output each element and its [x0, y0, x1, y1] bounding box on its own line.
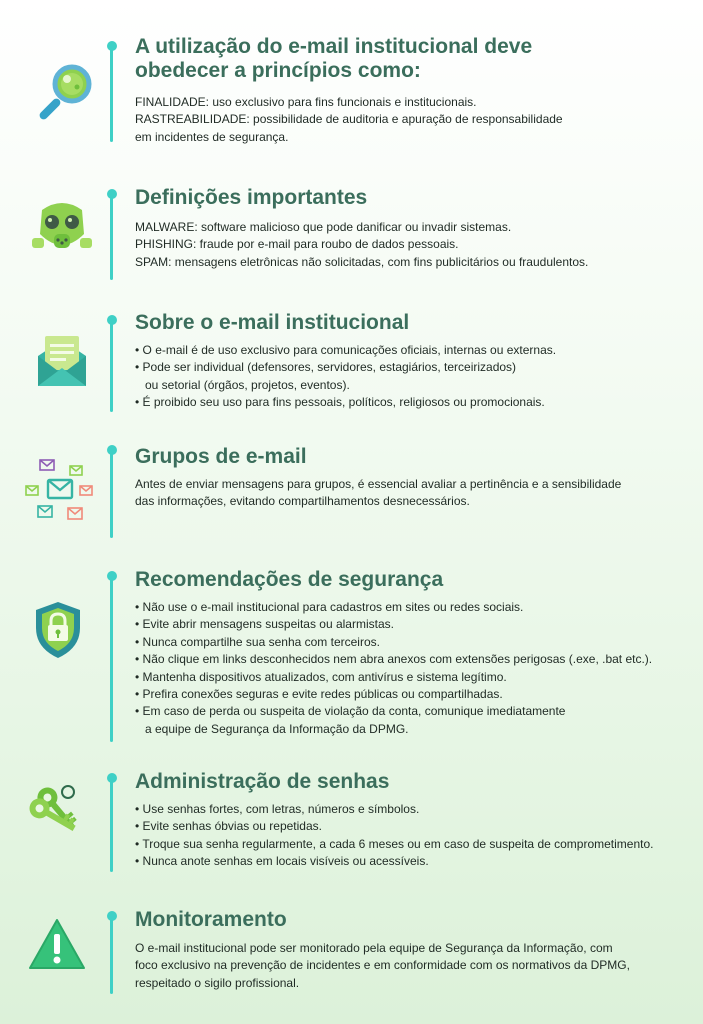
open-envelope-icon	[36, 334, 88, 388]
section-accent-bar	[110, 776, 113, 872]
body-line: PHISHING: fraude por e-mail para roubo de dados pessoais.	[135, 237, 459, 252]
body-line: • Troque sua senha regularmente, a cada 6 meses ou em caso de suspeita de comprometimento.	[135, 836, 654, 851]
body-line: a equipe de Segurança da Informação da DPMG.	[135, 721, 409, 736]
section-title: Grupos de e-mail	[135, 445, 307, 468]
keys-icon	[24, 784, 82, 846]
body-line: • Não use o e-mail institucional para cadastros em sites ou redes sociais.	[135, 600, 524, 614]
warning-triangle-icon	[28, 918, 86, 970]
gas-mask-icon	[30, 200, 94, 258]
body-line: • O e-mail é de uso exclusivo para comunicações oficiais, internas ou externas.	[135, 343, 557, 357]
body-line: • Nunca compartilhe sua senha com terceiros.	[135, 634, 380, 649]
title-line: A utilização do e-mail institucional deve	[135, 35, 533, 58]
body-line: • Pode ser individual (defensores, servidores, estagiários, terceirizados)	[135, 360, 517, 375]
body-line: • Use senhas fortes, com letras, números e símbolos.	[135, 802, 420, 816]
body-line: Antes de enviar mensagens para grupos, é essencial avaliar a pertinência e a sensibilidade	[135, 477, 622, 491]
section-accent-bar	[110, 574, 113, 742]
body-line: MALWARE: software malicioso que pode danificar ou invadir sistemas.	[135, 220, 512, 234]
body-line: • Em caso de perda ou suspeita de violação da conta, comunique imediatamente	[135, 704, 566, 719]
body-line: • Não clique em links desconhecidos nem abra anexos com extensões perigosas (.exe, .bat etc.).	[135, 652, 653, 667]
section-body	[135, 801, 685, 871]
body-line: ou setorial (órgãos, projetos, eventos).	[135, 377, 350, 392]
section-accent-bar	[110, 318, 113, 412]
magnifier-icon	[34, 62, 96, 126]
body-line: • Mantenha dispositivos atualizados, com antivírus e sistema legítimo.	[135, 669, 507, 684]
section-title: Sobre o e-mail institucional	[135, 311, 410, 334]
section-title: Definições importantes	[135, 186, 368, 209]
body-line: respeitado o sigilo profissional.	[135, 975, 300, 990]
section-body	[135, 342, 685, 412]
body-line: • Nunca anote senhas em locais visíveis ou acessíveis.	[135, 854, 429, 869]
body-line: O e-mail institucional pode ser monitorado pela equipe de Segurança da Informação, com	[135, 941, 613, 955]
section-accent-bar	[110, 192, 113, 280]
body-line: • Evite abrir mensagens suspeitas ou alarmistas.	[135, 617, 394, 632]
shield-lock-icon	[33, 600, 83, 660]
section-title: Monitoramento	[135, 908, 287, 931]
email-group-icon	[24, 458, 94, 522]
section-body	[135, 94, 685, 146]
section-accent-bar	[110, 914, 113, 994]
section-body	[135, 476, 685, 511]
body-line: FINALIDADE: uso exclusivo para fins funcionais e institucionais.	[135, 95, 477, 109]
section-title: Recomendações de segurança	[135, 568, 444, 591]
section-title	[135, 35, 532, 83]
section-accent-bar	[110, 448, 113, 538]
body-line: • É proibido seu uso para fins pessoais, políticos, religiosos ou promocionais.	[135, 395, 545, 410]
section-accent-bar	[110, 44, 113, 142]
title-line: obedecer a princípios como:	[135, 59, 421, 82]
body-line: • Prefira conexões seguras e evite redes públicas ou compartilhadas.	[135, 687, 503, 702]
section-body	[135, 599, 685, 738]
body-line: em incidentes de segurança.	[135, 129, 289, 144]
section-body	[135, 940, 685, 992]
section-body	[135, 219, 685, 271]
body-line: das informações, evitando compartilhamentos desnecessários.	[135, 494, 470, 509]
body-line: SPAM: mensagens eletrônicas não solicitadas, com fins publicitários ou fraudulentos.	[135, 254, 589, 269]
section-title: Administração de senhas	[135, 770, 390, 793]
body-line: • Evite senhas óbvias ou repetidas.	[135, 819, 322, 834]
body-line: RASTREABILIDADE: possibilidade de auditoria e apuração de responsabilidade	[135, 112, 563, 127]
body-line: foco exclusivo na prevenção de incidentes e em conformidade com os normativos da DPMG,	[135, 958, 630, 973]
